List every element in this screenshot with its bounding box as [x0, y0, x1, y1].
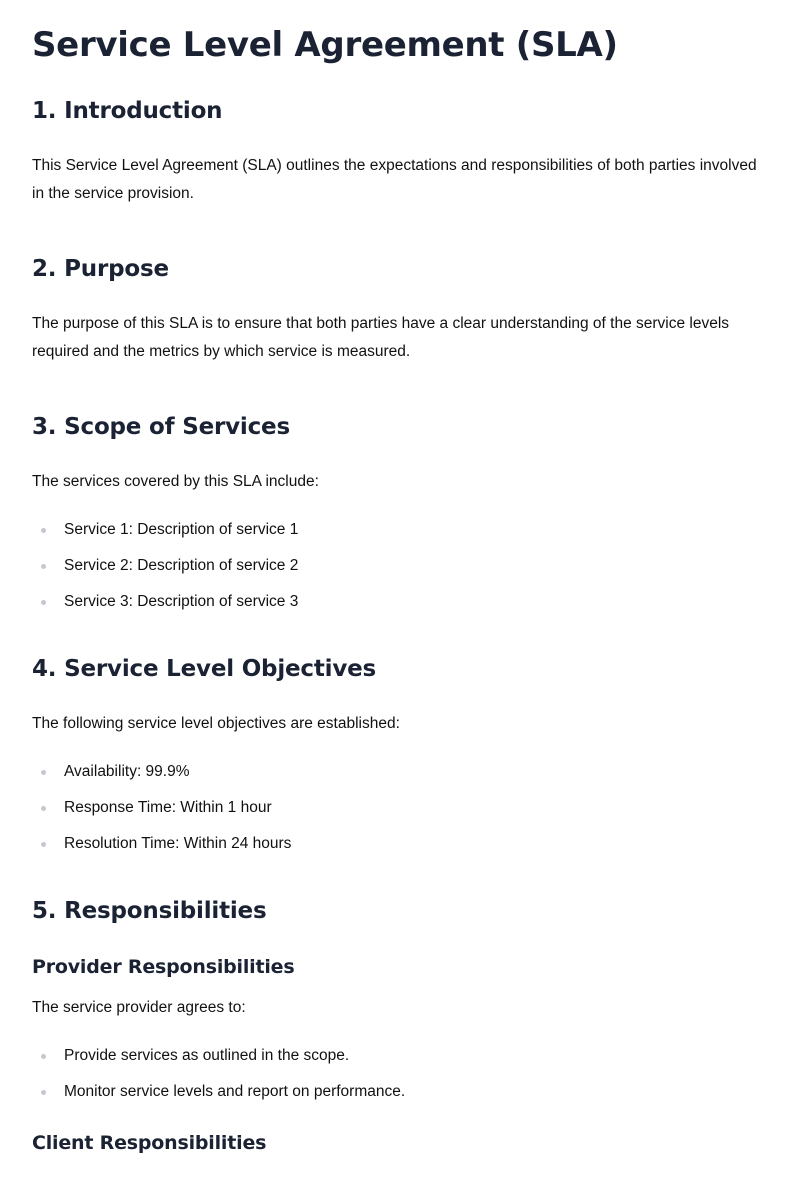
subheading-provider-responsibilities: Provider Responsibilities: [32, 956, 295, 978]
section-heading-purpose: 2. Purpose: [32, 256, 169, 282]
list-item-text: Availability: 99.9%: [64, 763, 190, 780]
list-item-text: Monitor service levels and report on performance.: [64, 1083, 406, 1100]
bullet-icon: [41, 600, 46, 605]
bullet-icon: [41, 1090, 46, 1095]
bullet-icon: [41, 842, 46, 847]
bullet-icon: [41, 770, 46, 775]
list-item: [32, 832, 768, 868]
provider-list: [32, 1044, 768, 1116]
list-item: [32, 590, 768, 626]
list-item-text: Resolution Time: Within 24 hours: [64, 835, 292, 852]
list-item: [32, 518, 768, 554]
list-item: [32, 760, 768, 796]
document-title: Service Level Agreement (SLA): [32, 25, 618, 65]
list-item-text: Provide services as outlined in the scope.: [64, 1047, 350, 1064]
scope-list: [32, 518, 768, 626]
section-heading-scope: 3. Scope of Services: [32, 414, 290, 440]
list-item-text: Service 2: Description of service 2: [64, 557, 299, 574]
section-heading-introduction: 1. Introduction: [32, 98, 223, 124]
objectives-paragraph: The following service level objectives are established:: [32, 715, 400, 732]
list-item-text: Response Time: Within 1 hour: [64, 799, 272, 816]
section-heading-responsibilities: 5. Responsibilities: [32, 898, 267, 924]
list-item: [32, 554, 768, 590]
bullet-icon: [41, 564, 46, 569]
list-item: [32, 1044, 768, 1080]
bullet-icon: [41, 528, 46, 533]
section-heading-objectives: 4. Service Level Objectives: [32, 656, 377, 682]
subheading-client-responsibilities: Client Responsibilities: [32, 1132, 267, 1154]
list-item-text: Service 3: Description of service 3: [64, 593, 299, 610]
list-item: [32, 1080, 768, 1116]
scope-paragraph: The services covered by this SLA include:: [32, 473, 319, 490]
list-item: [32, 796, 768, 832]
bullet-icon: [41, 1054, 46, 1059]
list-item-text: Service 1: Description of service 1: [64, 521, 299, 538]
purpose-paragraph: The purpose of this SLA is to ensure that both parties have a clear understanding of the service levels required and the metrics by which service is measured.: [32, 315, 730, 360]
provider-paragraph: The service provider agrees to:: [32, 999, 246, 1016]
objectives-list: [32, 760, 768, 868]
bullet-icon: [41, 806, 46, 811]
introduction-paragraph: This Service Level Agreement (SLA) outlines the expectations and responsibilities of both parties involved in the service provision.: [32, 157, 757, 202]
